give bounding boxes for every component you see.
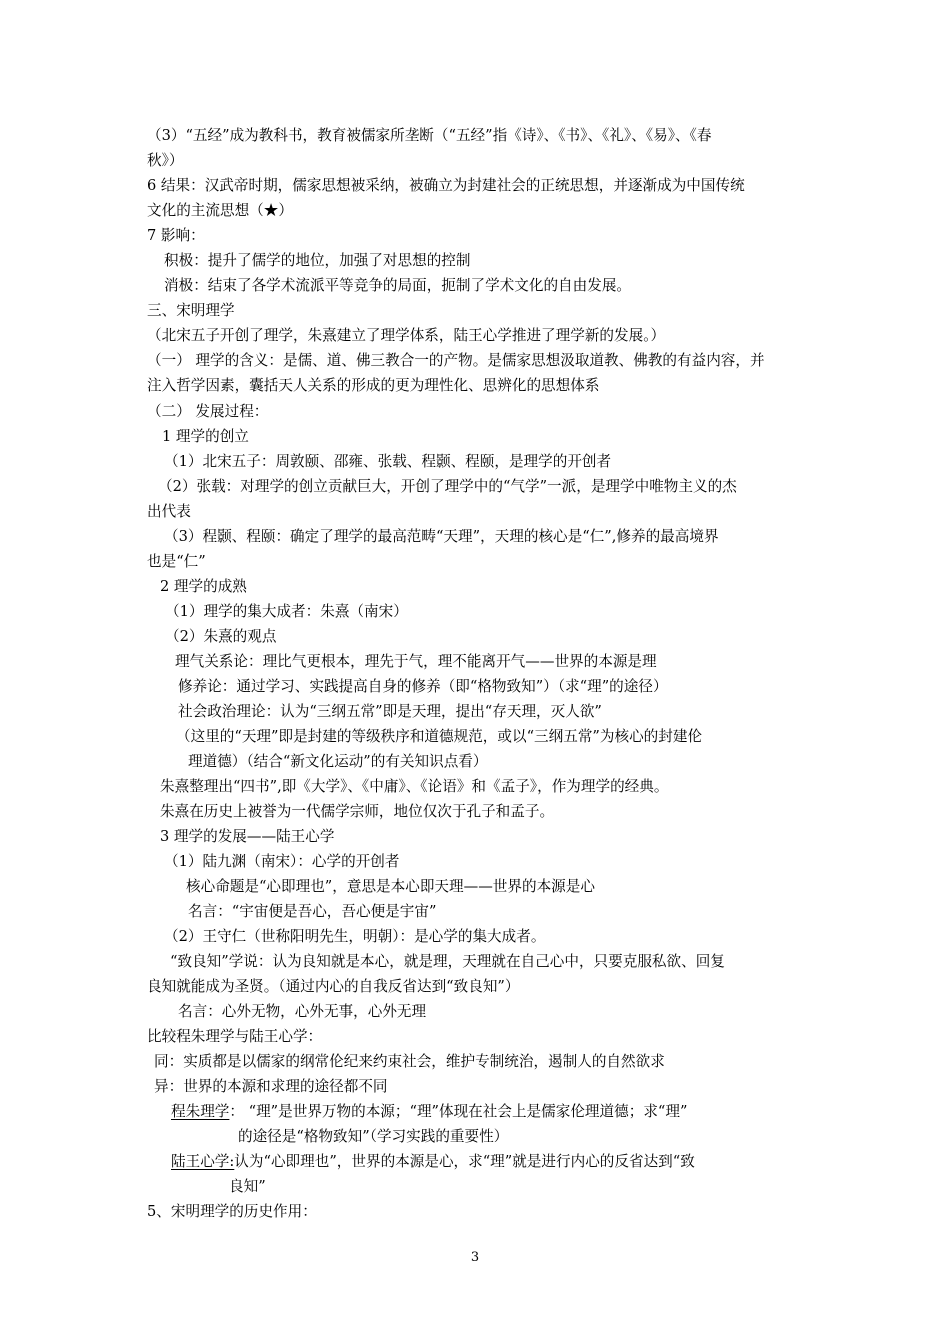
text-line: 异：世界的本源和求理的途径都不同	[154, 1078, 388, 1095]
text-line: 6 结果：汉武帝时期，儒家思想被采纳，被确立为封建社会的正统思想，并逐渐成为中国传统	[147, 177, 745, 194]
text-line: 朱熹整理出“四书”,即《大学》、《中庸》、《论语》和《孟子》，作为理学的经典。	[160, 778, 669, 795]
text-line: 朱熹在历史上被誉为一代儒学宗师，地位仅次于孔子和孟子。	[160, 803, 555, 820]
text-line: 7 影响：	[147, 227, 205, 244]
compare-chengzhu	[171, 1102, 687, 1122]
text-line: “致良知”学说：认为良知就是本心，就是理，天理就在自己心中，只要克服私欲、回复	[170, 953, 725, 970]
text-line: 2 理学的成熟	[160, 578, 247, 595]
chengzhu-term: 程朱理学	[171, 1103, 230, 1120]
text-line: （3）程颢、程颐：确定了理学的最高范畴“天理”，天理的核心是“仁”,修养的最高境界	[164, 528, 719, 545]
text-line: 理气关系论：理比气更根本，理先于气，理不能离开气——世界的本源是理	[175, 653, 657, 670]
text-line: （2）张载：对理学的创立贡献巨大，开创了理学中的“气学”一派，是理学中唯物主义的杰	[158, 478, 737, 495]
chengzhu-text: ： “理”是世界万物的本源；“理”体现在社会上是儒家伦理道德；求“理”	[229, 1103, 688, 1120]
text-line: （二） 发展过程：	[147, 403, 269, 420]
text-line: 注入哲学因素，囊括天人关系的形成的更为理性化、思辨化的思想体系	[147, 377, 600, 394]
luwang-text: 认为“心即理也”，世界的本源是心，求“理”就是进行内心的反省达到“致	[234, 1153, 695, 1170]
text-line: 文化的主流思想（★）	[147, 202, 293, 219]
text-line: 社会政治理论：认为“三纲五常”即是天理，提出“存天理，灭人欲”	[178, 703, 602, 720]
text-line: 秋》）	[147, 152, 184, 169]
text-line: （2）朱熹的观点	[165, 628, 277, 645]
text-line: 也是“仁”	[147, 553, 206, 570]
compare-luwang	[171, 1152, 695, 1172]
text-line: 1 理学的创立	[162, 428, 249, 445]
text-line: 核心命题是“心即理也”，意思是本心即天理——世界的本源是心	[186, 878, 595, 895]
luwang-term: 陆王心学:	[171, 1153, 235, 1170]
text-line: （1）陆九渊（南宋）：心学的开创者	[164, 853, 400, 870]
section-heading: 三、宋明理学	[147, 302, 235, 319]
text-line: 良知”	[229, 1178, 266, 1195]
text-line: 同：实质都是以儒家的纲常伦纪来约束社会，维护专制统治，遏制人的自然欲求	[154, 1053, 665, 1070]
text-line: 良知就能成为圣贤。（通过内心的自我反省达到“致良知”）	[147, 978, 520, 995]
text-line: （这里的“天理”即是封建的等级秩序和道德规范，或以“三纲五常”为核心的封建伦	[176, 728, 703, 745]
section-heading: 5、宋明理学的历史作用：	[147, 1203, 317, 1220]
text-line: 理道德）（结合“新文化运动”的有关知识点看）	[188, 753, 488, 770]
text-line: 修养论：通过学习、实践提高自身的修养（即“格物致知”）（求“理”的途径）	[178, 678, 668, 695]
text-line: 3 理学的发展——陆王心学	[160, 828, 335, 845]
page-number: 3	[470, 1250, 480, 1265]
text-line: 的途径是“格物致知”（学习实践的重要性）	[238, 1128, 509, 1145]
text-line: 出代表	[147, 503, 191, 520]
text-line: （1）北宋五子：周敦颐、邵雍、张载、程颢、程颐，是理学的开创者	[164, 453, 612, 470]
text-line: （2）王守仁（世称阳明先生，明朝）：是心学的集大成者。	[164, 928, 546, 945]
text-line: 消极：结束了各学术流派平等竞争的局面，扼制了学术文化的自由发展。	[164, 277, 632, 294]
text-line: 积极：提升了儒学的地位，加强了对思想的控制	[164, 252, 471, 269]
text-line: 名言：“宇宙便是吾心，吾心便是宇宙”	[188, 903, 437, 920]
text-line: 名言：心外无物，心外无事，心外无理	[178, 1003, 427, 1020]
text-line: （北宋五子开创了理学，朱熹建立了理学体系，陆王心学推进了理学新的发展。）	[147, 327, 666, 344]
text-line: （一） 理学的含义：是儒、道、佛三教合一的产物。是儒家思想汲取道教、佛教的有益内容，并	[147, 352, 765, 369]
text-line: 比较程朱理学与陆王心学：	[147, 1028, 323, 1045]
text-line: （1）理学的集大成者：朱熹（南宋）	[165, 603, 408, 620]
text-line: （3）“五经”成为教科书，教育被儒家所垄断（“五经”指《诗》、《书》、《礼》、《易》、《春	[147, 127, 712, 144]
